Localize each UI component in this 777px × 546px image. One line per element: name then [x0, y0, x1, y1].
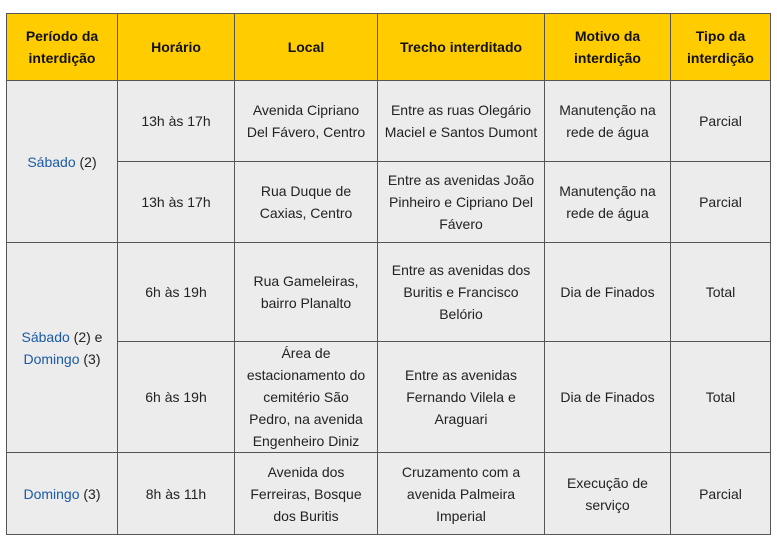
location-cell: Área de estacionamento do cemitério São Pedro, na avenida Engenheiro Diniz — [235, 342, 378, 453]
reason-cell: Manutenção na rede de água — [545, 81, 671, 162]
reason-cell: Manutenção na rede de água — [545, 162, 671, 243]
table-row — [7, 81, 771, 162]
section-cell: Entre as avenidas João Pinheiro e Cipriano Del Fávero — [378, 162, 545, 243]
header-period: Período da interdição — [7, 14, 118, 81]
table-row — [7, 342, 771, 453]
time-cell: 13h às 17h — [118, 162, 235, 243]
location-cell: Avenida Cipriano Del Fávero, Centro — [235, 81, 378, 162]
header-reason: Motivo da interdição — [545, 14, 671, 81]
period-cell — [7, 453, 118, 535]
section-cell: Entre as avenidas dos Buritis e Francisco Belório — [378, 243, 545, 342]
location-cell: Avenida dos Ferreiras, Bosque dos Buritis — [235, 453, 378, 535]
header-section: Trecho interditado — [378, 14, 545, 81]
table-row — [7, 162, 771, 243]
interdictions-table — [6, 13, 771, 535]
location-cell: Rua Gameleiras, bairro Planalto — [235, 243, 378, 342]
type-cell: Total — [671, 243, 771, 342]
type-cell: Parcial — [671, 81, 771, 162]
location-cell: Rua Duque de Caxias, Centro — [235, 162, 378, 243]
period-cell — [7, 243, 118, 453]
period-day-link[interactable]: Domingo — [23, 485, 80, 502]
period-day-num: (2) — [73, 328, 91, 345]
time-cell: 8h às 11h — [118, 453, 235, 535]
period-day-num: (2) — [79, 153, 97, 170]
interdictions-table-wrapper — [6, 13, 771, 535]
section-cell: Cruzamento com a avenida Palmeira Imperial — [378, 453, 545, 535]
period-day-num: (3) — [83, 485, 101, 502]
time-cell: 6h às 19h — [118, 342, 235, 453]
type-cell: Total — [671, 342, 771, 453]
header-time: Horário — [118, 14, 235, 81]
type-cell: Parcial — [671, 162, 771, 243]
period-cell — [7, 81, 118, 243]
time-cell: 6h às 19h — [118, 243, 235, 342]
period-conjunction: e — [90, 328, 103, 345]
section-cell: Entre as avenidas Fernando Vilela e Araguari — [378, 342, 545, 453]
period-day-link[interactable]: Sábado — [27, 153, 76, 170]
section-cell: Entre as ruas Olegário Maciel e Santos Dumont — [378, 81, 545, 162]
reason-cell: Dia de Finados — [545, 243, 671, 342]
table-row — [7, 453, 771, 535]
header-location: Local — [235, 14, 378, 81]
period-day-link[interactable]: Domingo — [23, 350, 80, 367]
time-cell: 13h às 17h — [118, 81, 235, 162]
period-day-num: (3) — [83, 350, 101, 367]
reason-cell: Dia de Finados — [545, 342, 671, 453]
table-row — [7, 243, 771, 342]
reason-cell: Execução de serviço — [545, 453, 671, 535]
type-cell: Parcial — [671, 453, 771, 535]
header-type: Tipo da interdição — [671, 14, 771, 81]
period-day-link[interactable]: Sábado — [21, 328, 70, 345]
header-row — [7, 14, 771, 81]
